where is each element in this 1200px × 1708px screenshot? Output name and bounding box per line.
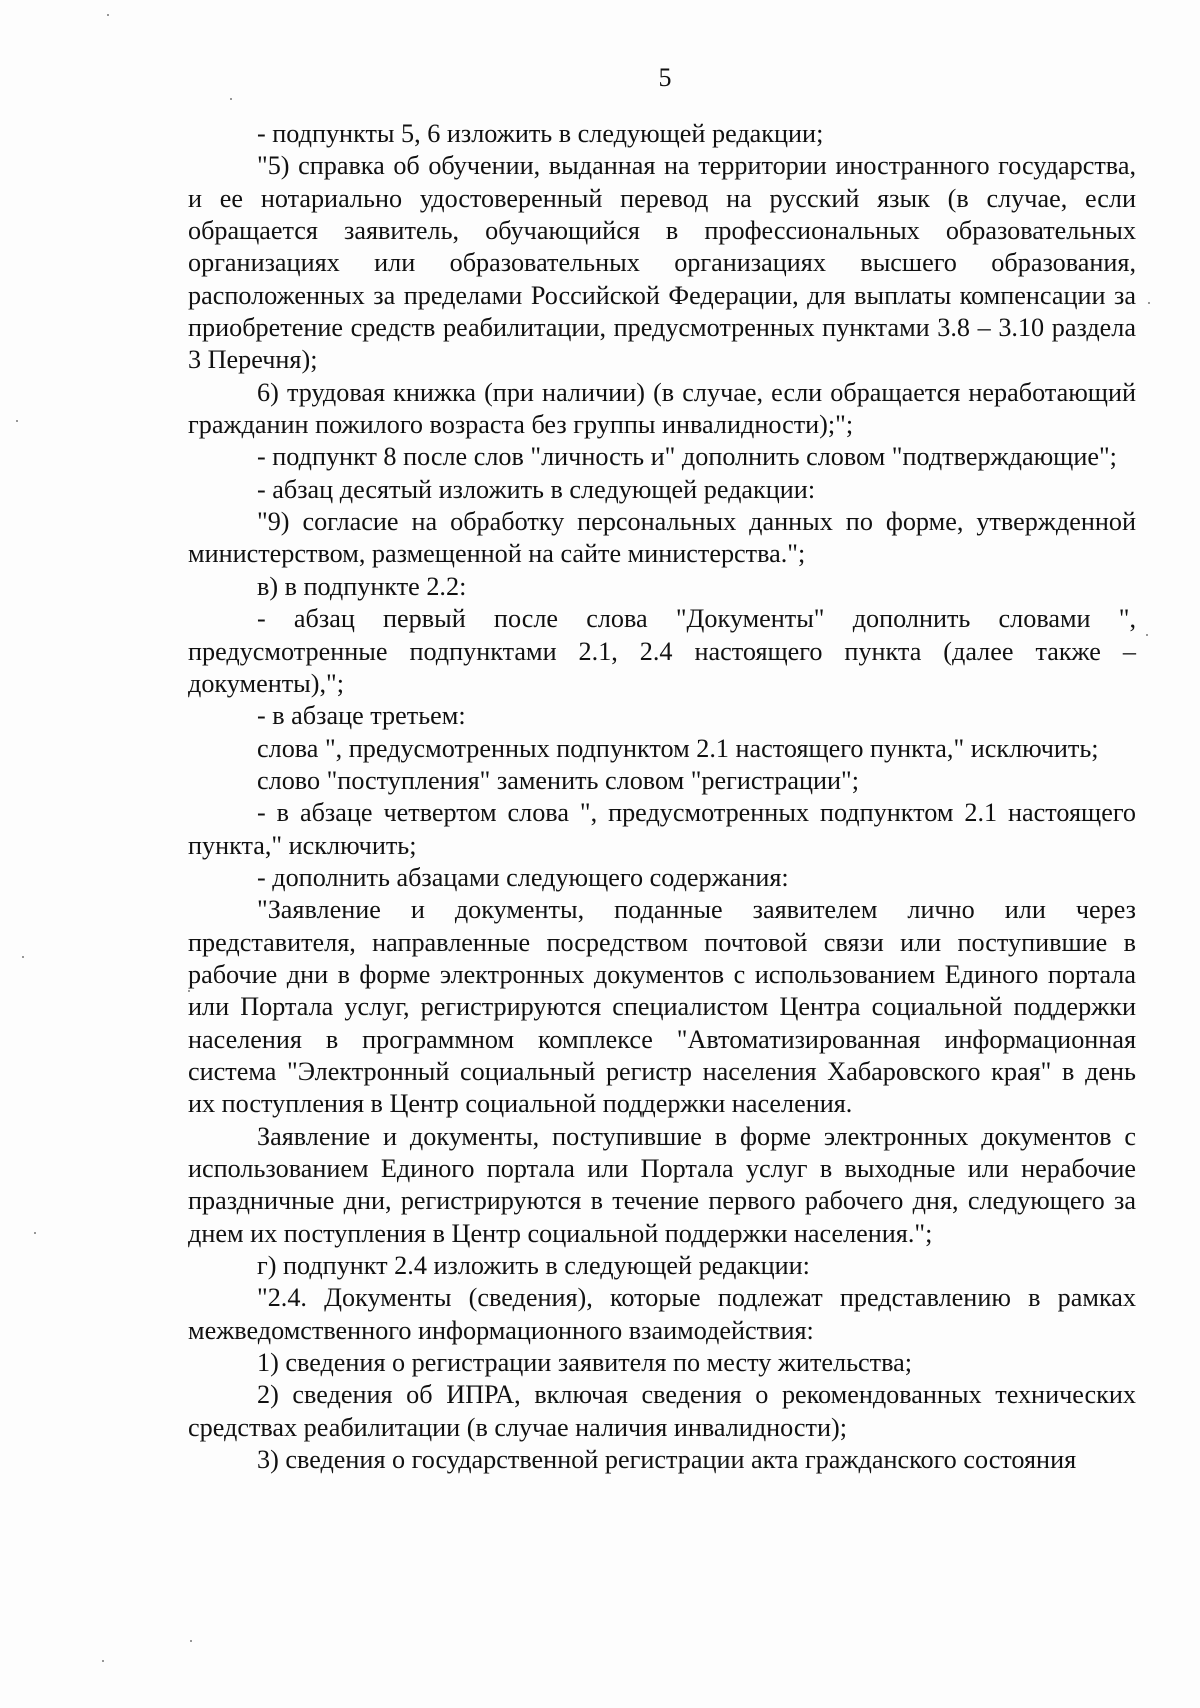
paragraph: в) в подпункте 2.2: [257,571,467,601]
paragraph: слово "поступления" заменить словом "регистрации"; [257,765,859,795]
document-body [188,118,1136,1476]
scan-speck [190,1640,192,1642]
paragraph: 3) сведения о государственной регистрации акта гражданского состояния [257,1445,1077,1475]
paragraph: г) подпункт 2.4 изложить в следующей редакции: [257,1251,810,1281]
paragraph: 2) сведения об ИПРА, включая сведения о рекомендованных технических средствах реабилитации (в случае наличия инвалидности); [188,1380,1136,1442]
scan-speck [188,990,190,992]
paragraph: - в абзаце четвертом слова ", предусмотренных подпунктом 2.1 настоящего пункта," исключить; [188,798,1136,860]
page-number: 5 [658,63,672,92]
scan-speck [34,1232,36,1234]
scan-speck [1146,634,1148,636]
paragraph: "Заявление и документы, поданные заявителем лично или через представителя, направленные посредством почтовой связи или поступившие в рабочие дни в форме электронных документов с использованием Единого портала или Портала услуг, регистрируются специалистом Центра социальной поддержки населения в программном комплексе "Автоматизированная информационная система "Электронный социальный регистр населения Хабаровского края" в день их поступления в Центр социальной поддержки населения. [188,895,1136,1119]
paragraph: "5) справка об обучении, выданная на территории иностранного государства, и ее нотариально удостоверенный перевод на русский язык (в случае, если обращается заявитель, обучающийся в профессиональных образовательных организациях или образовательных организациях высшего образования, расположенных за пределами Российской Федерации, для выплаты компенсации за приобретение средств реабилитации, предусмотренных пунктами 3.8 – 3.10 раздела 3 Перечня); [188,151,1136,375]
scan-speck [230,98,232,100]
paragraph: - дополнить абзацами следующего содержания: [257,862,789,892]
scan-speck [16,420,18,422]
paragraph: - абзац первый после слова "Документы" дополнить словами ", предусмотренные подпунктами 2.1, 2.4 настоящего пункта (далее также – документы),"; [188,604,1136,698]
scan-speck [22,956,24,958]
paragraph: - подпункты 5, 6 изложить в следующей редакции; [257,119,824,148]
paragraph: 1) сведения о регистрации заявителя по месту жительства; [257,1348,913,1378]
paragraph: слова ", предусмотренных подпунктом 2.1 настоящего пункта," исключить; [257,733,1099,763]
paragraph: 6) трудовая книжка (при наличии) (в случае, если обращается неработающий гражданин пожилого возраста без группы инвалидности);"; [188,377,1136,440]
scan-speck [1148,302,1150,304]
paragraph: "2.4. Документы (сведения), которые подлежат представлению в рамках межведомственного информационного взаимодействия: [188,1283,1136,1345]
paragraph: - в абзаце третьем: [257,701,466,731]
paragraph: - подпункт 8 после слов "личность и" дополнить словом "подтверждающие"; [257,442,1117,472]
paragraph: Заявление и документы, поступившие в форме электронных документов с использованием Единого портала или Портала услуг в выходные или нерабочие праздничные дни, регистрируются в течение первого рабочего дня, следующего за днем их поступления в Центр социальной поддержки населения."; [188,1121,1136,1248]
scan-speck [107,14,109,16]
paragraph: "9) согласие на обработку персональных данных по форме, утвержденной министерством, размещенной на сайте министерства."; [188,507,1136,569]
paragraph: - абзац десятый изложить в следующей редакции: [257,474,816,504]
scan-speck [102,1660,104,1662]
